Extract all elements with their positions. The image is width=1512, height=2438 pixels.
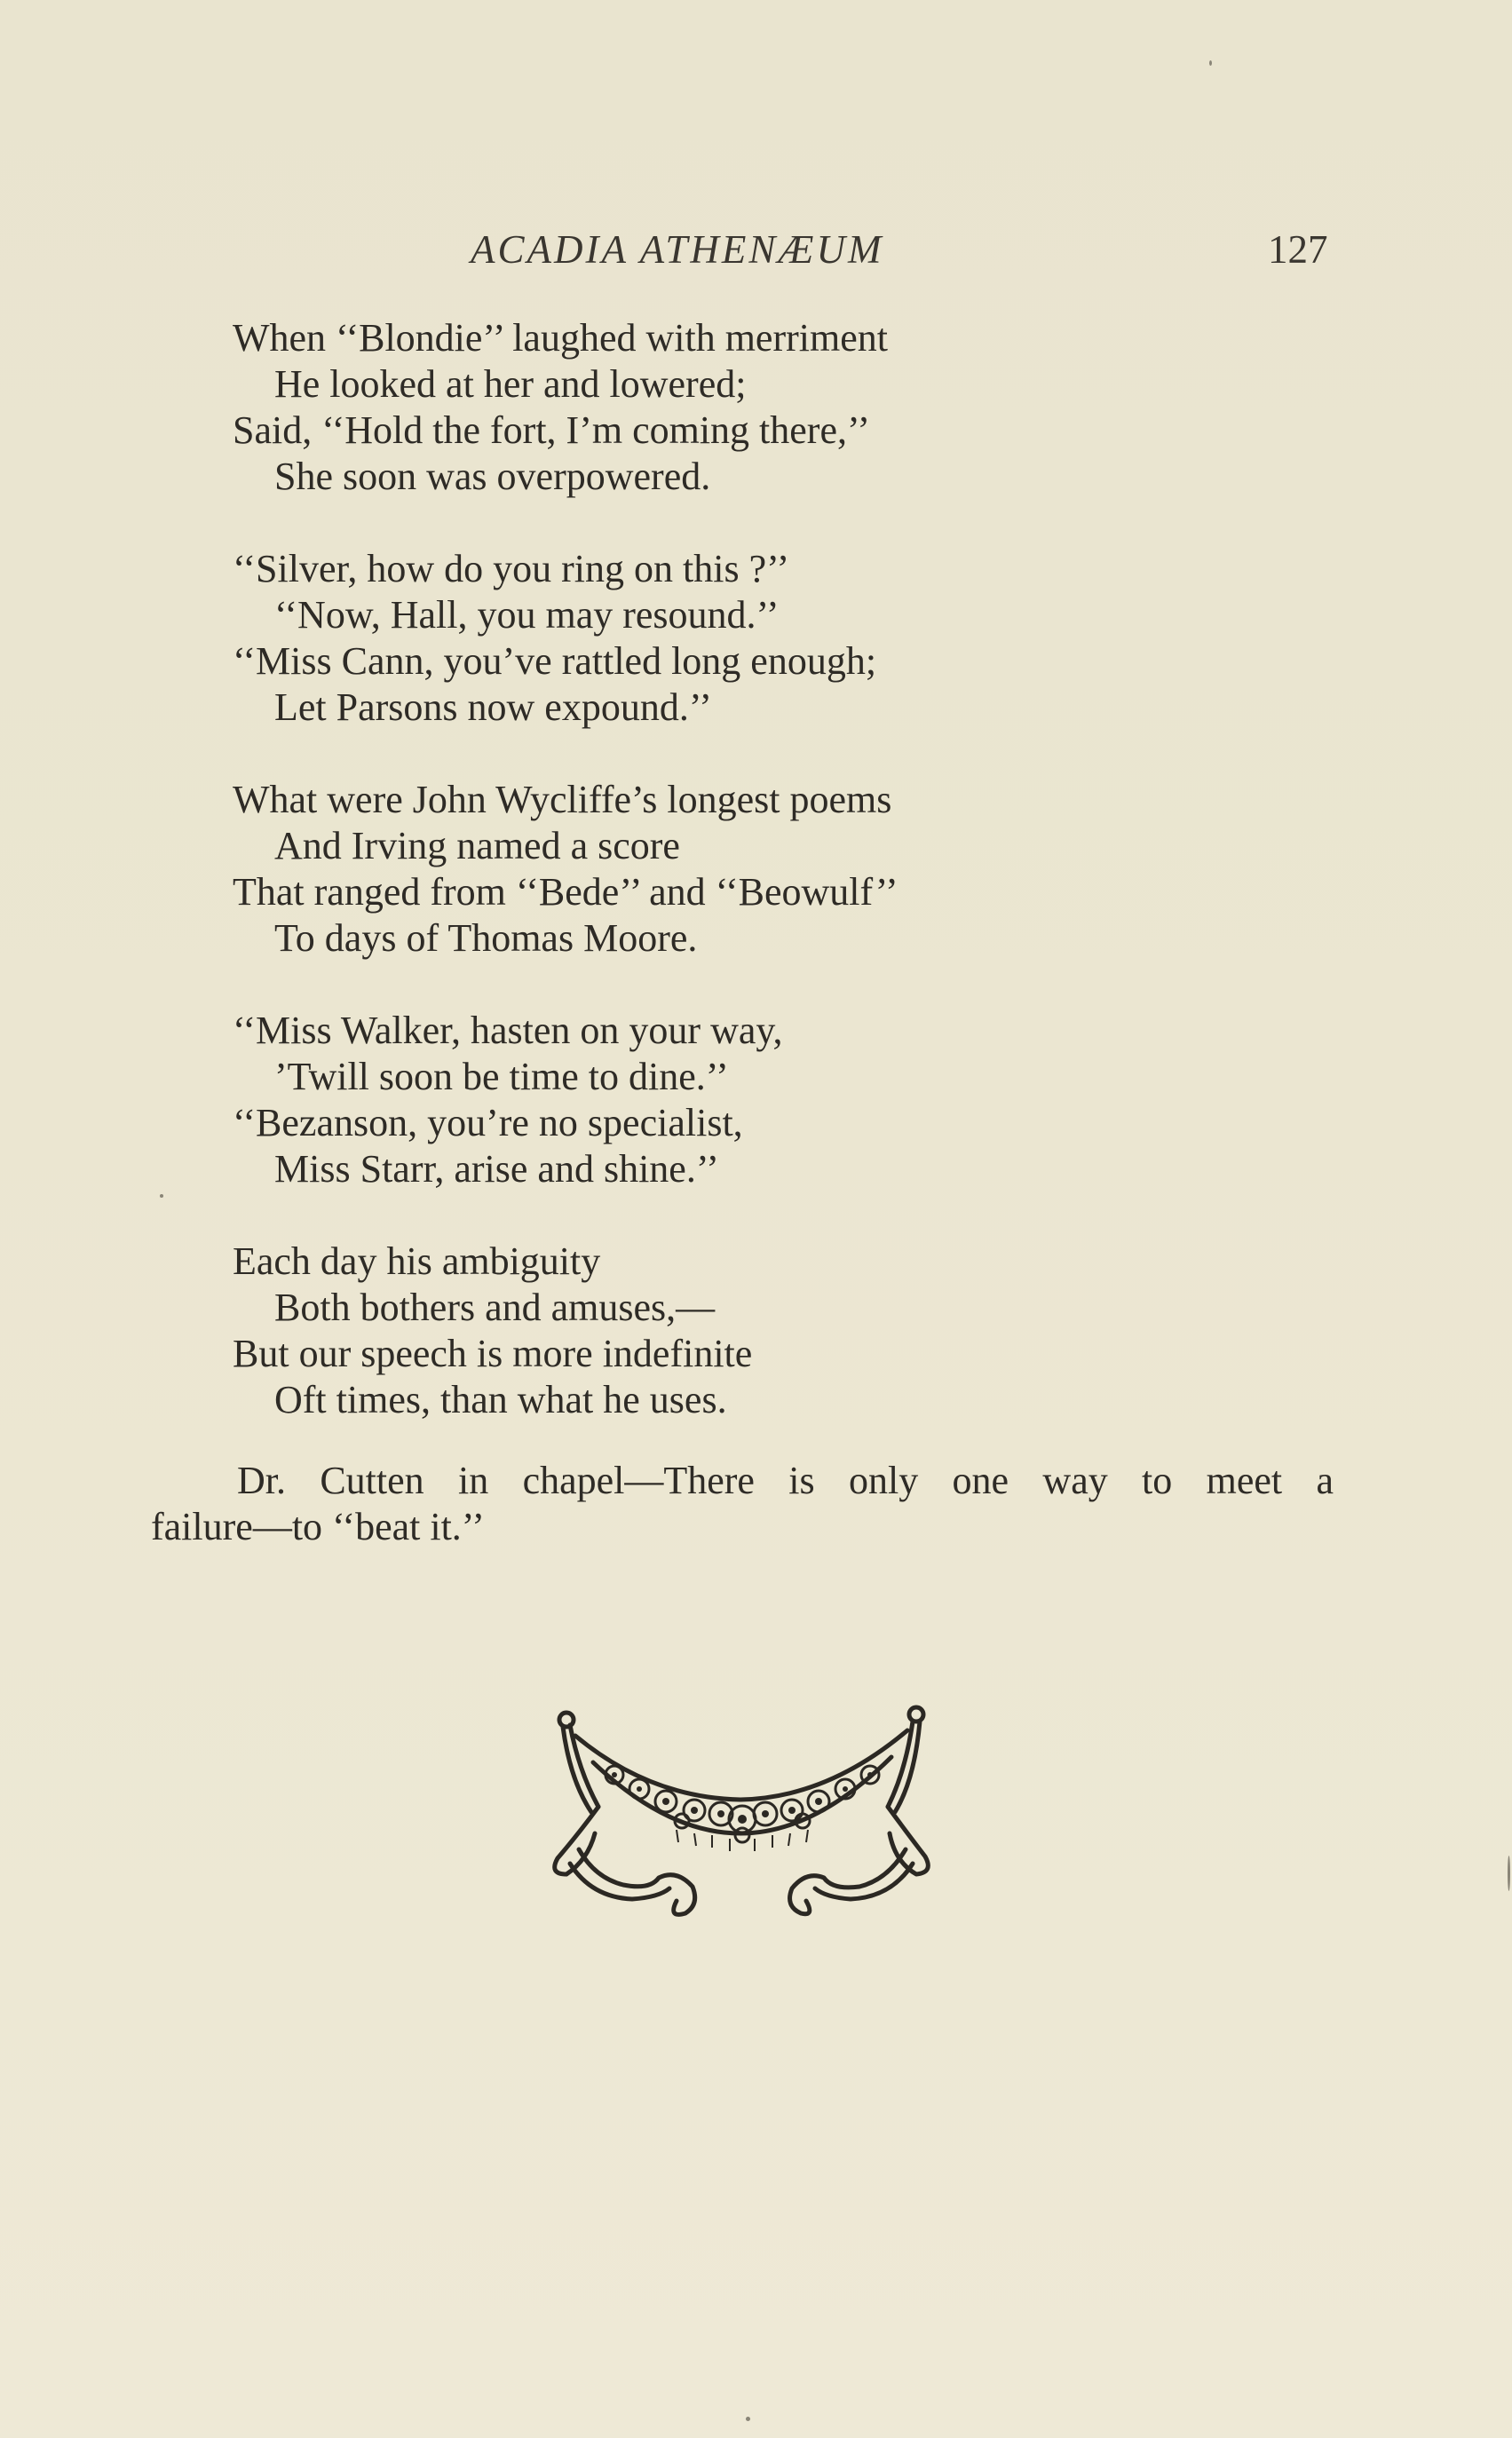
paper-speck xyxy=(1209,60,1212,66)
stanza-3 xyxy=(233,777,1298,962)
poem-line: ‘‘Miss Cann, you’ve rattled long enough; xyxy=(233,639,877,683)
stanza-5 xyxy=(233,1239,1298,1423)
running-head xyxy=(0,226,1512,280)
running-title: ACADIA ATHENÆUM xyxy=(471,227,884,272)
paper-speck xyxy=(160,1194,163,1198)
poem-line: She soon was overpowered. xyxy=(274,455,711,498)
poem-line: ‘‘Silver, how do you ring on this ?’’ xyxy=(233,547,790,590)
stanza-1 xyxy=(233,315,1298,500)
poem-line: ’Twill soon be time to dine.’’ xyxy=(274,1055,729,1098)
poem-line: When ‘‘Blondie’’ laughed with merriment xyxy=(233,316,888,360)
poem-line: And Irving named a score xyxy=(274,824,680,867)
poem xyxy=(233,315,1298,1469)
poem-line: That ranged from ‘‘Bede’’ and ‘‘Beowulf’’ xyxy=(233,870,898,914)
poem-line: Both bothers and amuses,— xyxy=(274,1286,716,1329)
paper-speck xyxy=(746,2417,750,2421)
quote-line-1: Dr. Cutten in chapel—There is only one way to meet a xyxy=(237,1459,1334,1502)
paper-speck xyxy=(1508,1856,1510,1891)
page-number: 127 xyxy=(1268,227,1328,272)
poem-line: Let Parsons now expound.’’ xyxy=(274,685,712,729)
poem-line: Said, ‘‘Hold the fort, I’m coming there,’’ xyxy=(233,408,871,452)
poem-line: ‘‘Now, Hall, you may resound.’’ xyxy=(274,593,780,637)
poem-line: ‘‘Bezanson, you’re no specialist, xyxy=(233,1101,743,1144)
poem-line: Miss Starr, arise and shine.’’ xyxy=(274,1147,719,1191)
poem-line: To days of Thomas Moore. xyxy=(274,916,698,960)
poem-line: Oft times, than what he uses. xyxy=(274,1378,727,1421)
quote-line-2: failure—to ‘‘beat it.’’ xyxy=(151,1505,485,1548)
poem-line: But our speech is more indefinite xyxy=(233,1332,753,1375)
poem-line: He looked at her and lowered; xyxy=(274,362,747,406)
poem-line: ‘‘Miss Walker, hasten on your way, xyxy=(233,1009,783,1052)
stanza-2 xyxy=(233,546,1298,731)
closing-quote xyxy=(151,1458,1334,1550)
poem-line: What were John Wycliffe’s longest poems xyxy=(233,778,892,821)
floral-garland-ornament-icon xyxy=(543,1700,938,1940)
poem-line: Each day his ambiguity xyxy=(233,1239,601,1283)
stanza-4 xyxy=(233,1008,1298,1192)
